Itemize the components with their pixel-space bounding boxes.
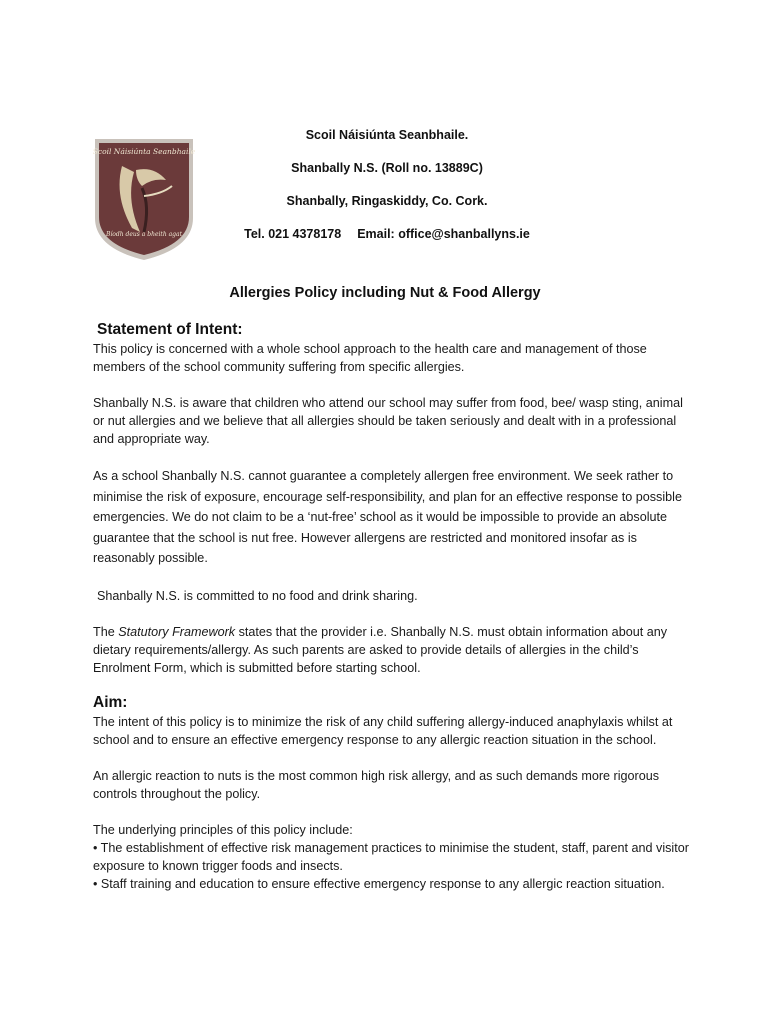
telephone: Tel. 021 4378178	[244, 227, 342, 241]
statutory-framework-term: Statutory Framework	[118, 624, 236, 639]
aim-heading: Aim:	[93, 693, 128, 711]
paragraph-4: Shanbally N.S. is committed to no food and drink sharing.	[97, 588, 418, 603]
paragraph-7: An allergic reaction to nuts is the most common high risk allergy, and as such demands more rigorous controls throughout the policy.	[93, 768, 660, 801]
school-address: Shanbally, Ringaskiddy, Co. Cork.	[286, 194, 488, 208]
paragraph-1: This policy is concerned with a whole school approach to the health care and management of those members of the school community suffering from specific allergies.	[93, 342, 647, 374]
paragraph-3: As a school Shanbally N.S. cannot guarantee a completely allergen free environment. We seek rather to minimise the risk of exposure, encourage self-responsibility, and plan for an effective response to possible emergencies. We do not claim to be a ‘nut-free’ school as it would be impossible to provide an absolute guarantee that the school is nut free. However allergens are restricted and monitored insofar as is reasonably possible.	[93, 469, 682, 565]
school-crest	[92, 136, 196, 262]
bullet-item-2: • Staff training and education to ensure effective emergency response to any allergic reaction situation.	[93, 876, 665, 891]
paragraph-8: The underlying principles of this policy include:	[93, 822, 353, 837]
crest-top-text: Scoil Náisiúnta Seanbhaile	[92, 147, 196, 156]
paragraph-5: The Statutory Framework states that the provider i.e. Shanbally N.S. must obtain information about any dietary requirements/allergy. As such parents are asked to provide details of allergies in the child’s Enrolment Form, which is submitted before starting school.	[93, 624, 668, 675]
paragraph-2: Shanbally N.S. is aware that children who attend our school may suffer from food, bee/ wasp sting, animal or nut allergies and we believe that all allergies should be taken seriously and dealt with in a professional and appropriate way.	[93, 396, 683, 446]
statement-heading: Statement of Intent:	[97, 321, 243, 338]
document-title: Allergies Policy including Nut & Food Allergy	[229, 285, 541, 301]
paragraph-6: The intent of this policy is to minimize the risk of any child suffering allergy-induced anaphylaxis whilst at school and to ensure an effective emergency response to any allergic reaction situation in the school.	[93, 714, 673, 747]
crest-motto-text: Bíodh deus a bheith agat	[105, 231, 183, 238]
roll-number: Shanbally N.S. (Roll no. 13889C)	[291, 161, 483, 175]
document-body	[93, 320, 693, 893]
school-name: Scoil Náisiúnta Seanbhaile.	[305, 128, 469, 142]
school-crest-icon	[92, 136, 196, 262]
letterhead	[240, 126, 534, 258]
bullet-item-1: • The establishment of effective risk management practices to minimise the student, staff, parent and visitor exposure to known trigger foods and insects.	[93, 840, 689, 873]
email-link[interactable]: Email: office@shanballyns.ie	[357, 227, 530, 241]
contact-line	[240, 225, 534, 258]
